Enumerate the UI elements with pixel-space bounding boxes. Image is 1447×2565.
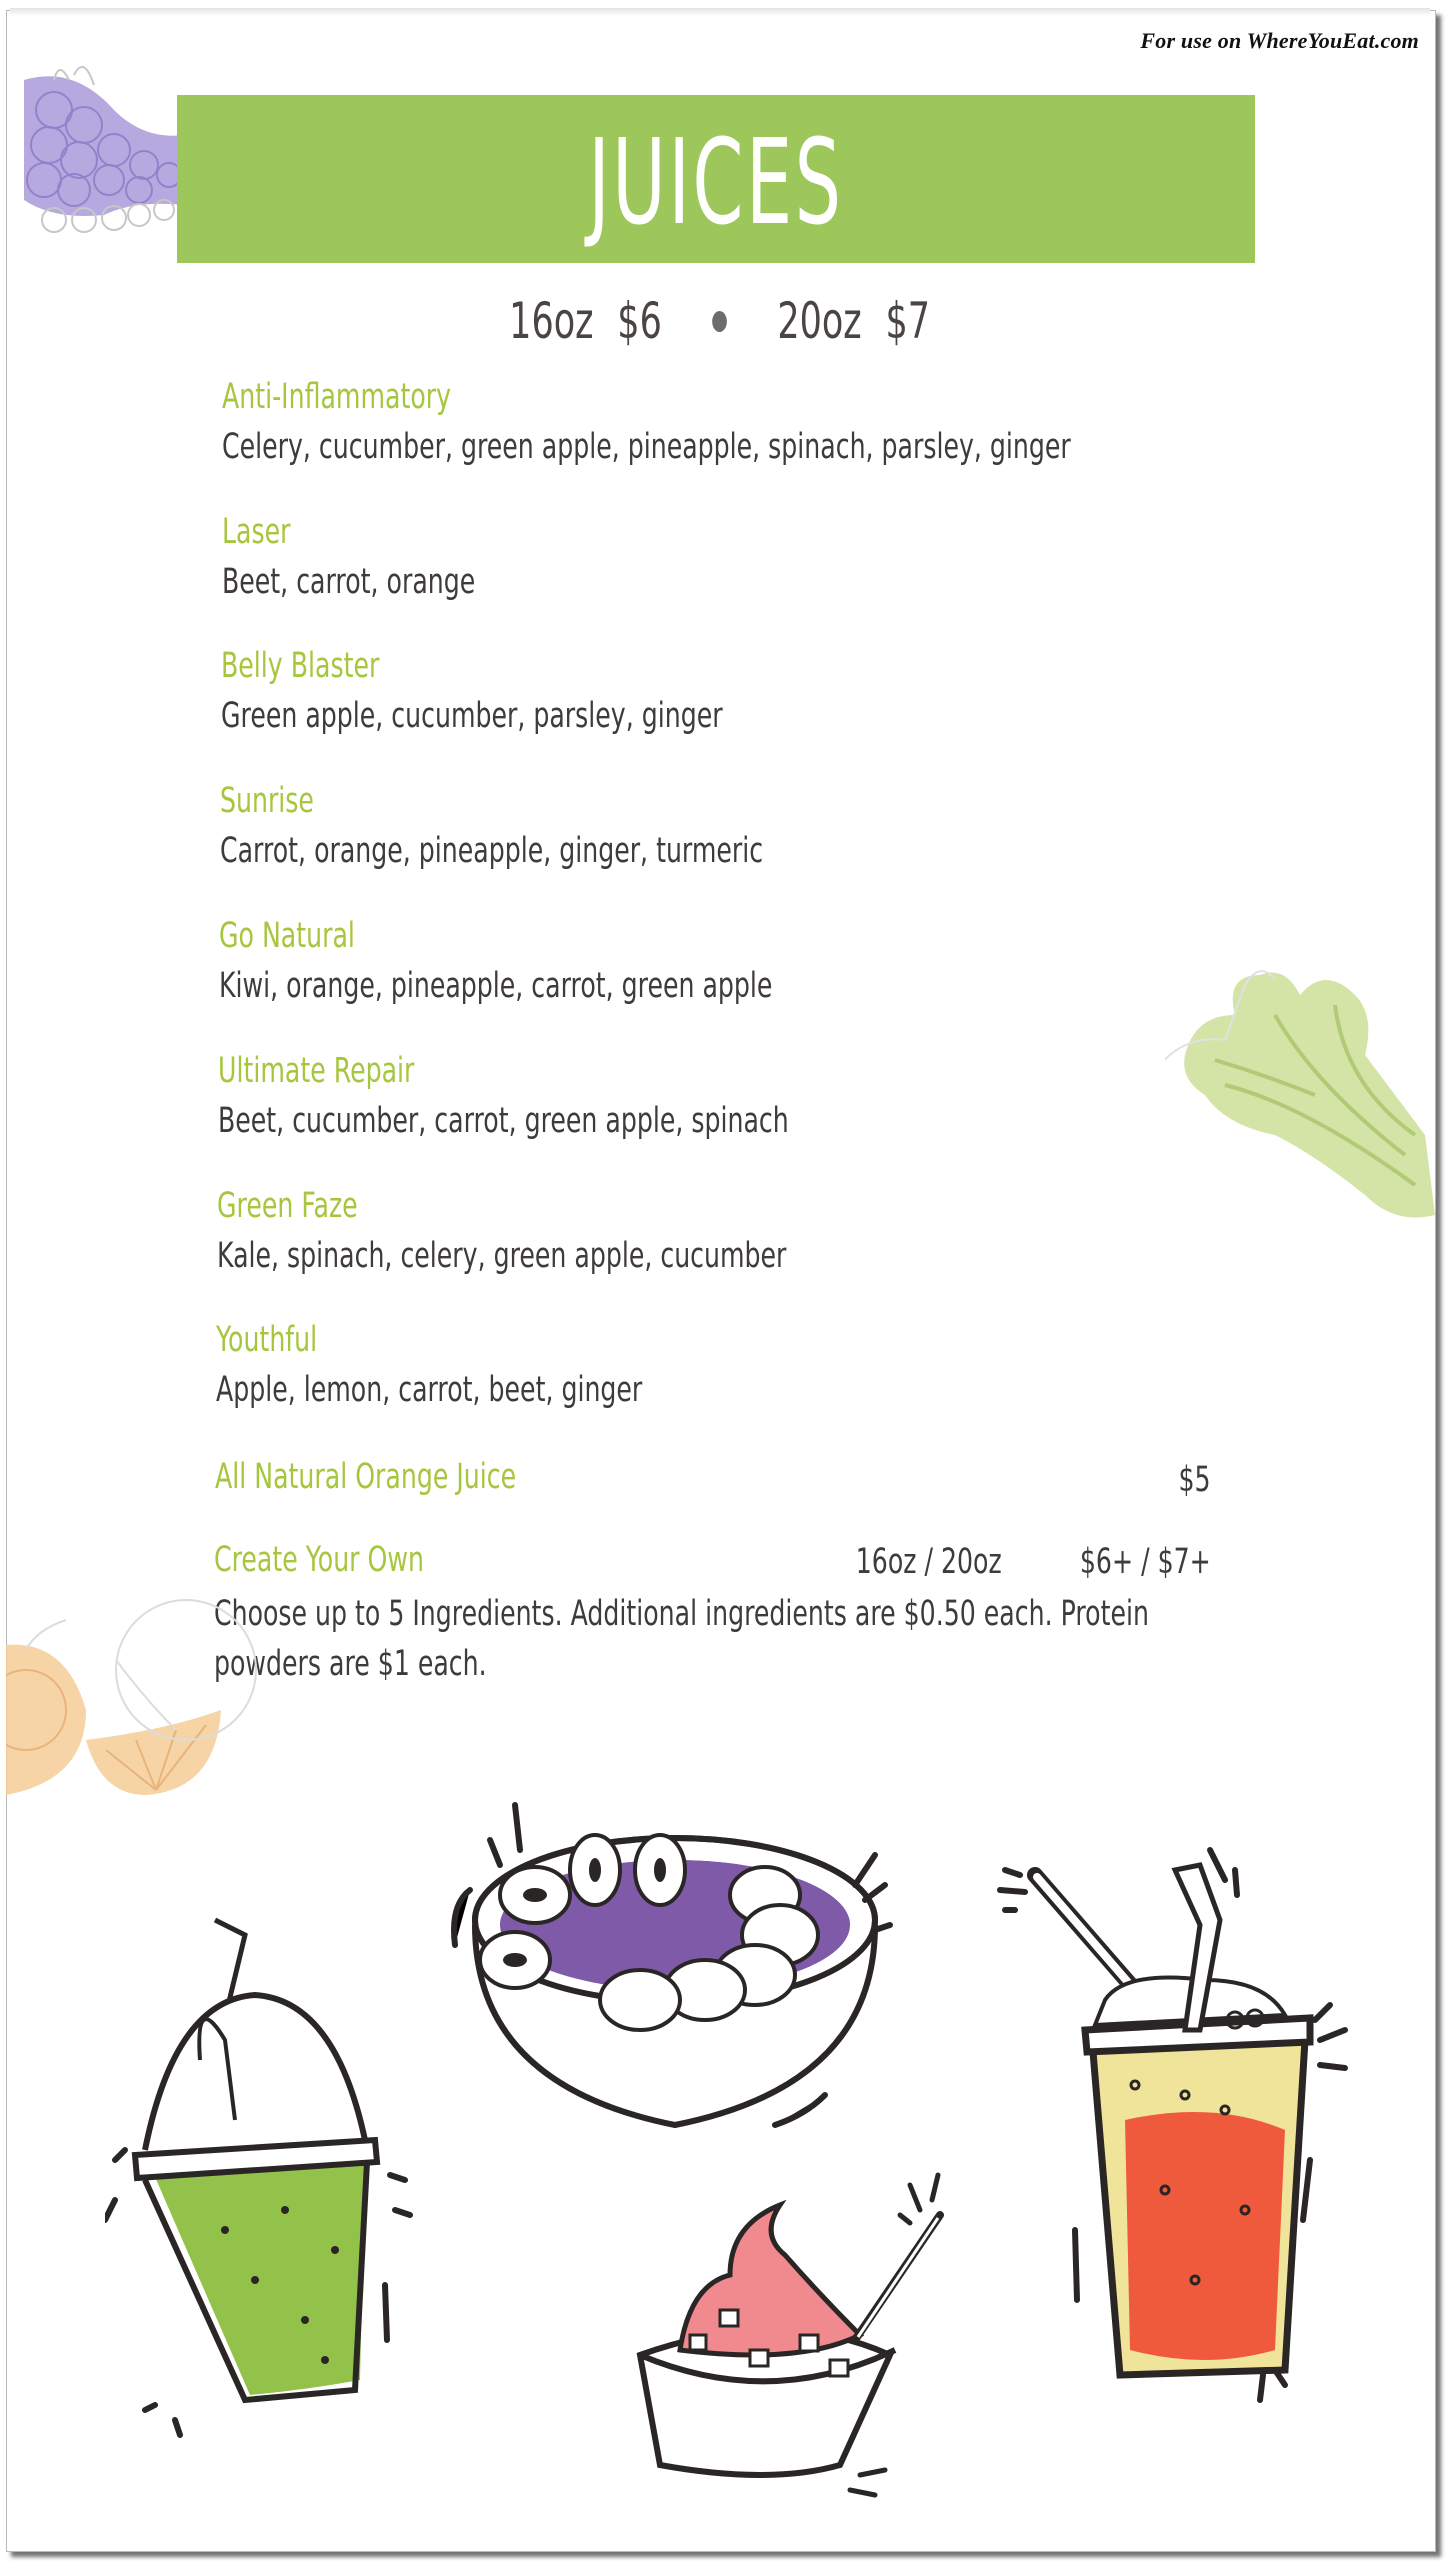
size-small-price: $6: [617, 292, 663, 350]
description-line-2: powders are $1 each.: [214, 1644, 487, 1684]
frozen-yogurt-cup-icon: [620, 2165, 960, 2505]
create-your-own-prices: $6+ / $7+: [1080, 1542, 1211, 1582]
orange-juice-name: All Natural Orange Juice: [215, 1457, 517, 1497]
bok-choy-icon: [1165, 945, 1440, 1225]
watermark: For use on WhereYouEat.com: [1140, 28, 1419, 53]
menu-item-name: Belly Blaster: [221, 646, 380, 686]
menu-item-ingredients: Beet, cucumber, carrot, green apple, spinach: [218, 1101, 789, 1141]
page-title: JUICES: [588, 113, 844, 251]
bullet-dot-icon: [713, 311, 728, 332]
size-large-price: $7: [885, 292, 931, 350]
orange-smoothie-cup-icon: [985, 1830, 1355, 2420]
menu-item-ingredients: Celery, cucumber, green apple, pineapple, spinach, parsley, ginger: [222, 427, 1071, 467]
create-your-own-sizes: 16oz / 20oz: [856, 1542, 1002, 1582]
size-large-label: 20oz: [777, 292, 863, 350]
create-your-own-name: Create Your Own: [214, 1540, 424, 1580]
grapes-icon: [14, 60, 184, 240]
menu-item-ingredients: Kale, spinach, celery, green apple, cucumber: [217, 1236, 787, 1276]
scan-edge: [10, 8, 1430, 16]
size-small-label: 16oz: [509, 292, 594, 350]
menu-item-name: Sunrise: [220, 781, 314, 821]
green-smoothie-cup-icon: [105, 1900, 435, 2440]
menu-item-ingredients: Kiwi, orange, pineapple, carrot, green apple: [219, 966, 773, 1006]
menu-item-name: Anti-Inflammatory: [222, 377, 452, 417]
menu-item-ingredients: Carrot, orange, pineapple, ginger, turmeric: [220, 831, 764, 871]
create-your-own-description: [214, 1589, 1149, 1689]
header-banner: [177, 95, 1255, 263]
menu-item-name: Green Faze: [217, 1186, 358, 1226]
orange-juice-price: $5: [1178, 1460, 1211, 1500]
description-line-1: Choose up to 5 Ingredients. Additional ingredients are $0.50 each. Protein: [214, 1594, 1149, 1634]
menu-item-name: Go Natural: [219, 916, 355, 956]
menu-item-ingredients: Green apple, cucumber, parsley, ginger: [221, 696, 723, 736]
menu-item-ingredients: Beet, carrot, orange: [222, 562, 476, 602]
size-pricing: [0, 292, 1440, 350]
menu-item-name: Laser: [222, 512, 291, 552]
orange-slices-icon: [6, 1590, 276, 1810]
menu-item-name: Ultimate Repair: [218, 1051, 415, 1091]
menu-item-ingredients: Apple, lemon, carrot, beet, ginger: [216, 1370, 643, 1410]
acai-bowl-icon: [435, 1785, 915, 2155]
menu-item-name: Youthful: [216, 1320, 318, 1360]
